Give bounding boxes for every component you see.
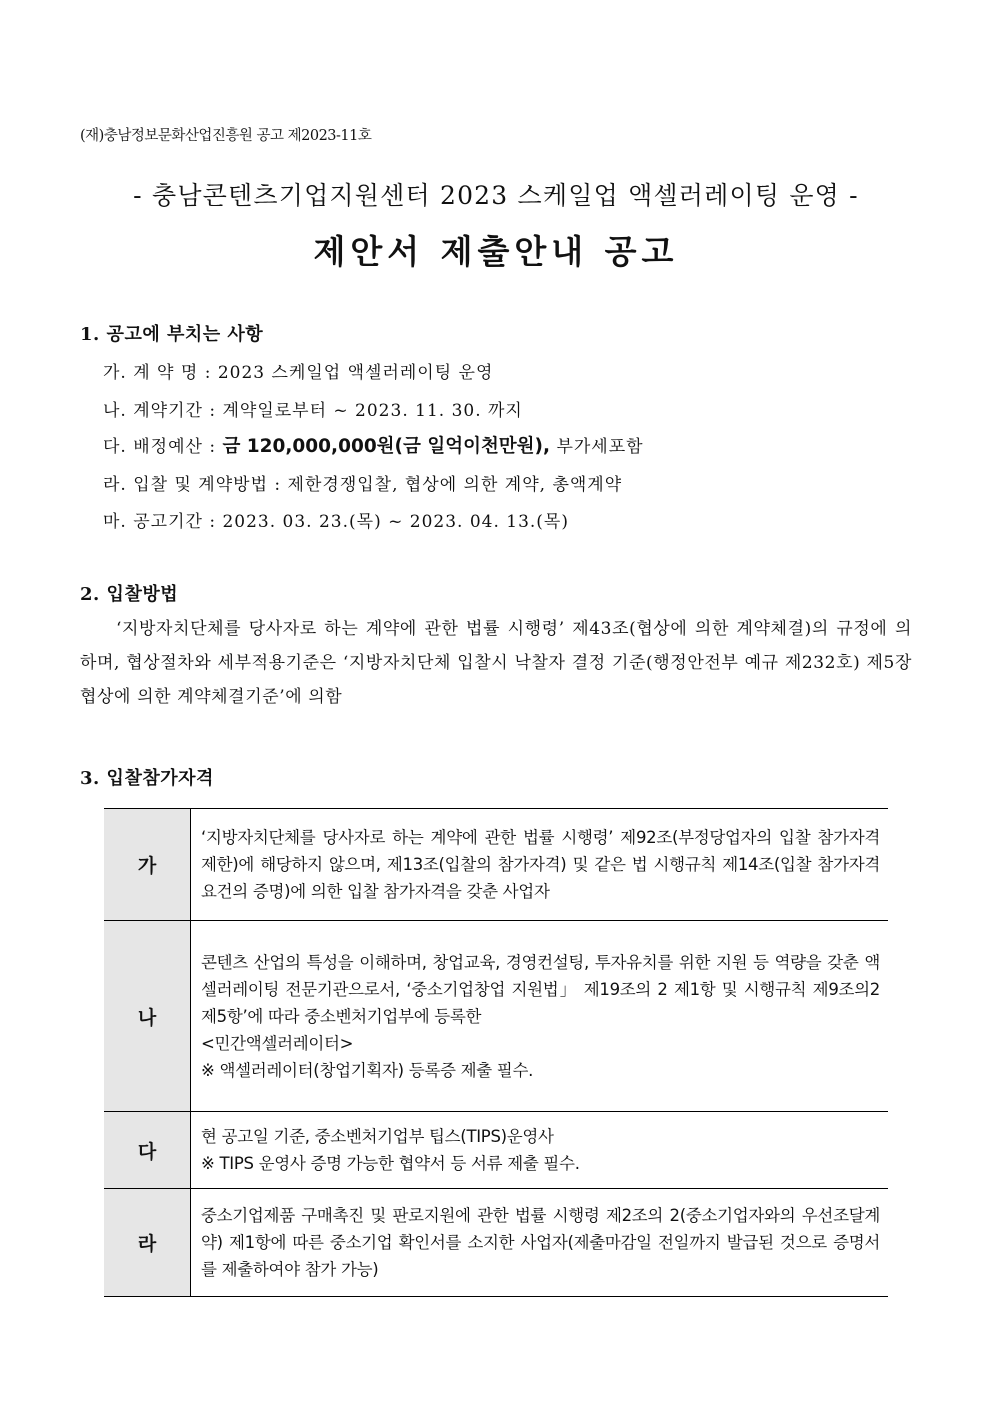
item-budget: 다. 배정예산 : 금 120,000,000원(금 일억이천만원), 부가세포함 — [103, 436, 644, 457]
item-notice-period: 마. 공고기간 : 2023. 03. 23.(목) ~ 2023. 04. 13.(목) — [103, 512, 569, 532]
table-row — [104, 1112, 888, 1189]
table-row — [104, 921, 888, 1112]
row-text — [191, 809, 889, 921]
section-1-heading: 1. 공고에 부치는 사항 — [80, 324, 264, 345]
row-label: 가 — [104, 809, 191, 921]
row-label: 라 — [104, 1189, 191, 1297]
section-2-heading: 2. 입찰방법 — [80, 584, 179, 605]
item-value: 계약일로부터 ~ 2023. 11. 30. 까지 — [222, 401, 523, 421]
row-text-line: 중소기업제품 구매촉진 및 판로지원에 관한 법률 시행령 제2조의 2(중소기업자와의 우선조달계약) 제1항에 따른 중소기업 확인서를 소지한 사업자(제출마감일 전일까지 발급된 것으로 증명서를 제출하여야 참가 가능) — [201, 1206, 880, 1279]
table-row — [104, 1189, 888, 1297]
item-value: 2023. 03. 23.(목) ~ 2023. 04. 13.(목) — [222, 512, 569, 532]
row-text — [191, 921, 889, 1112]
row-text-line: ※ 액셀러레이터(창업기획자) 등록증 제출 필수. — [201, 1060, 534, 1080]
row-text-line: 콘텐츠 산업의 특성을 이해하며, 창업교육, 경영컨설팅, 투자유치를 위한 지원 등 역량을 갖춘 액셀러레이팅 전문기관으로서, ‘중소기업창업 지원법」 제19조의 2 제1항 및 시행규칙 제9조의2제5항’에 따라 중소벤처기업부에 등록한 — [201, 952, 880, 1026]
item-value: 제한경쟁입찰, 협상에 의한 계약, 총액계약 — [287, 475, 623, 495]
section-3-heading: 3. 입찰참가자격 — [80, 768, 214, 789]
item-contract-period: 나. 계약기간 : 계약일로부터 ~ 2023. 11. 30. 까지 — [103, 401, 523, 421]
item-contract-name: 가. 계 약 명 : 2023 스케일업 액셀러레이팅 운영 — [103, 363, 494, 383]
budget-vat-note: 부가세포함 — [556, 437, 644, 457]
row-label: 나 — [104, 921, 191, 1112]
item-label: 라. 입찰 및 계약방법 — [103, 475, 268, 495]
document-title: 제안서 제출안내 공고 — [313, 232, 679, 271]
qualification-table — [104, 808, 888, 1297]
item-label: 다. 배정예산 — [103, 437, 203, 457]
row-label: 다 — [104, 1112, 191, 1189]
row-text-line: <민간액셀러레이터> — [201, 1033, 354, 1053]
notice-number: (재)충남정보문화산업진흥원 공고 제2023-11호 — [80, 128, 372, 144]
bidding-method-text: ‘지방자치단체를 당사자로 하는 계약에 관한 법률 시행령’ 제43조(협상에 의한 계약체결)의 규정에 의하며, 협상절차와 세부적용기준은 ‘지방자치단체 입찰시 낙찰자 결정 기준(행정안전부 예규 제232호) 제5장 협상에 의한 계약체결기준’에 의함 — [80, 619, 912, 707]
item-label: 마. 공고기간 — [103, 512, 203, 532]
row-text-line: ‘지방자치단체를 당사자로 하는 계약에 관한 법률 시행령’ 제92조(부정당업자의 입찰 참가자격 제한)에 해당하지 않으며, 제13조(입찰의 참가자격) 및 같은 법 시행규칙 제14조(입찰 참가자격 요건의 증명)에 의한 입찰 참가자격을 갖춘 사업자 — [201, 828, 880, 901]
row-text — [191, 1112, 889, 1189]
row-text-line: 현 공고일 기준, 중소벤처기업부 팁스(TIPS)운영사 — [201, 1127, 554, 1146]
row-text-line: ※ TIPS 운영사 증명 가능한 협약서 등 서류 제출 필수. — [201, 1154, 580, 1173]
item-value: 2023 스케일업 액셀러레이팅 운영 — [217, 363, 494, 383]
table-row — [104, 809, 888, 921]
item-bidding-method: 라. 입찰 및 계약방법 : 제한경쟁입찰, 협상에 의한 계약, 총액계약 — [103, 475, 623, 495]
item-label: 가. 계 약 명 — [103, 363, 199, 383]
budget-amount: 금 120,000,000원(금 일억이천만원), — [222, 436, 551, 457]
item-label: 나. 계약기간 — [103, 401, 203, 421]
document-subtitle: - 충남콘텐츠기업지원센터 2023 스케일업 액셀러레이팅 운영 - — [133, 181, 859, 210]
row-text — [191, 1189, 889, 1297]
